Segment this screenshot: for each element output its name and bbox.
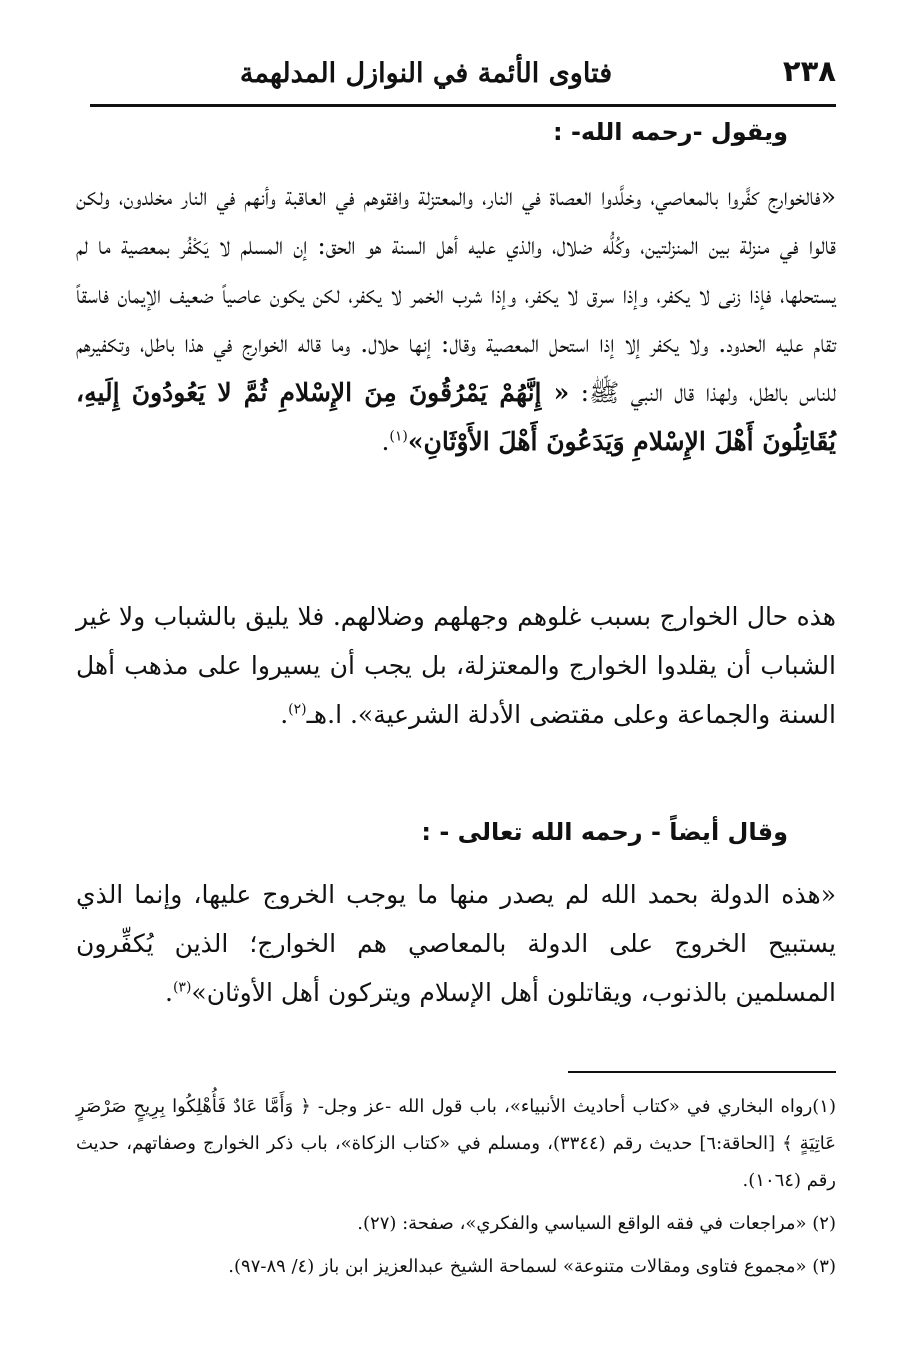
paragraph-1 bbox=[76, 172, 836, 466]
page-number: ٢٣٨ bbox=[782, 54, 836, 88]
paragraph-3-end: . bbox=[165, 978, 173, 1007]
paragraph-3 bbox=[76, 870, 836, 1017]
footnote-3: (٣) «مجموع فتاوى ومقالات متنوعة» لسماحة الشيخ عبدالعزيز ابن باز (٤/ ٨٩-٩٧). bbox=[228, 1256, 836, 1277]
footnote-divider bbox=[568, 1071, 836, 1073]
footnote-ref-3[interactable]: (٣) bbox=[172, 979, 192, 996]
paragraph-3-text: «هذه الدولة بحمد الله لم يصدر منها ما يوجب الخروج عليها، وإنما الذي يستبيح الخروج على الدولة بالمعاصي هم الخوارج؛ الذين يُكفِّرون المسلمين بالذنوب، ويقاتلون أهل الإسلام ويتركون أهل الأوثان» bbox=[76, 880, 836, 1007]
paragraph-2-end: . bbox=[280, 700, 289, 729]
footnote-ref-2[interactable]: (٢) bbox=[288, 701, 307, 718]
footnote-1: (١)رواه البخاري في «كتاب أحاديث الأنبياء»، باب قول الله -عز وجل- ﴿ وَأَمَّا عَادٌ فَأُهْلِكُوا بِرِيحٍ صَرْصَرٍ عَاتِيَةٍ ﴾ [الحاقة:٦] حديث رقم (٣٣٤٤)، ومسلم في «كتاب الزكاة»، باب ذكر الخوارج وصفاتهم، حديث رقم (١٠٦٤). bbox=[76, 1096, 836, 1191]
paragraph-1-text: «فالخوارج كفَّروا بالمعاصي، وخلَّدوا العصاة في النار، والمعتزلة وافقوهم في العاقبة وأنهم في النار مخلدون، ولكن قالوا في منزلة بين المنزلتين، وكُلُّه ضلال، والذي عليه أهل السنة هو الحق: إن المسلم لا يَكْفُر بمعصية ما لم يستحلها، فإذا زنى لا يكفر، وإذا سرق لا يكفر، وإذا شرب الخمر لا يكفر، لكن يكون عاصياً ضعيف الإيمان فاسقاً تقام عليه الحدود. ولا يكفر إلا إذا استحل المعصية وقال: إنها حلال. وما قاله الخوارج في هذا باطل، وتكفيرهم للناس بالطل، ولهذا قال النبي ﷺ: bbox=[76, 182, 836, 407]
footnotes bbox=[76, 1088, 836, 1291]
paragraph-2 bbox=[76, 592, 836, 739]
hadith-quote: « إِنَّهُمْ يَمْرُقُونَ مِنَ الإِسْلامِ ثُمَّ لا يَعُودُونَ إِلَيهِ، يُقَاتِلُونَ أَهْلَ الإِسْلامِ وَيَدَعُونَ أَهْلَ الأَوْثَانِ» bbox=[76, 378, 836, 456]
page-header bbox=[90, 48, 836, 107]
paragraph-2-text: هذه حال الخوارج بسبب غلوهم وجهلهم وضلالهم. فلا يليق بالشباب ولا غير الشباب أن يقلدوا الخوارج والمعتزلة، بل يجب أن يسيروا على مذهب أهل السنة والجماعة وعلى مقتضى الأدلة الشرعية». ا.هـ bbox=[76, 602, 836, 729]
footnote-ref-1[interactable]: (١) bbox=[389, 428, 408, 445]
footnote-2: (٢) «مراجعات في فقه الواقع السياسي والفكري»، صفحة: (٢٧). bbox=[357, 1213, 836, 1234]
section-heading-2: وقال أيضاً - رحمه الله تعالى - : bbox=[421, 818, 788, 846]
running-title: فتاوى الأئمة في النوازل المدلهمة bbox=[239, 58, 613, 89]
paragraph-1-end: . bbox=[381, 427, 390, 456]
section-heading-1: ويقول -رحمه الله- : bbox=[552, 118, 788, 146]
